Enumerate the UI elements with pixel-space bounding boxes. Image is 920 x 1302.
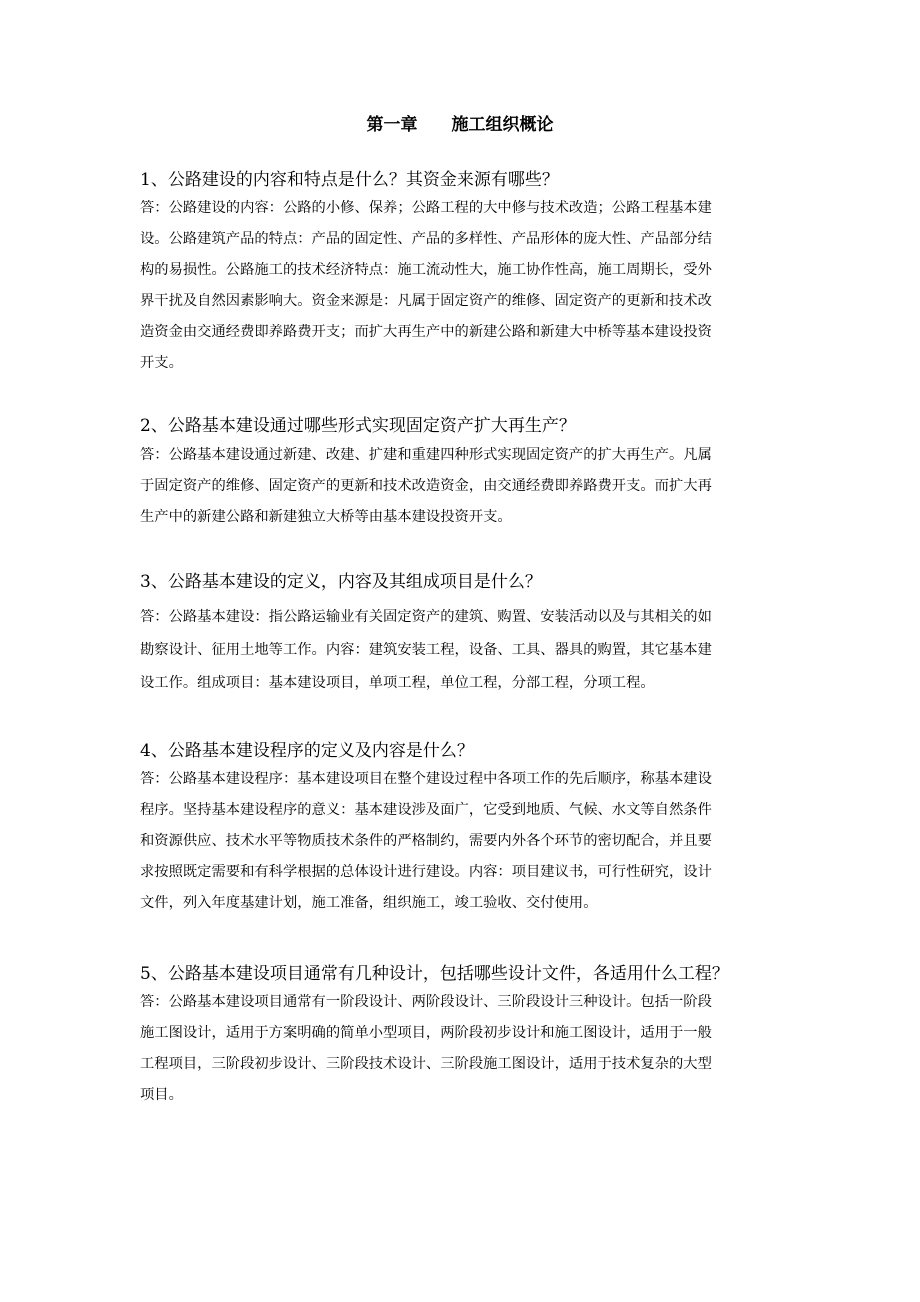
answer-1	[140, 193, 782, 379]
answer-line: 答：公路基本建设程序：基本建设项目在整个建设过程中各项工作的先后顺序，称基本建设	[140, 771, 712, 787]
answer-line: 文件，列入年度基建计划，施工准备，组织施工，竣工验收、交付使用。	[140, 895, 598, 911]
answer-line: 项目。	[140, 1087, 183, 1103]
answer-line: 施工图设计，适用于方案明确的简单小型项目，两阶段初步设计和施工图设计，适用于一般	[140, 1025, 712, 1041]
question-5: 5、公路基本建设项目通常有几种设计，包括哪些设计文件，各适用什么工程？	[140, 964, 729, 984]
answer-line: 求按照既定需要和有科学根据的总体设计进行建设。内容：项目建议书，可行性研究，设计	[140, 864, 712, 880]
question-3: 3、公路基本建设的定义，内容及其组成项目是什么？	[140, 572, 542, 592]
answer-line: 生产中的新建公路和新建独立大桥等由基本建设投资开支。	[140, 509, 512, 525]
answer-line: 构的易损性。公路施工的技术经济特点：施工流动性大，施工协作性高，施工周期长，受外	[140, 262, 712, 278]
answer-line: 答：公路建设的内容：公路的小修、保养；公路工程的大中修与技术改造；公路工程基本建	[140, 200, 712, 216]
answer-line: 设。公路建筑产品的特点：产品的固定性、产品的多样性、产品形体的庞大性、产品部分结	[140, 231, 712, 247]
answer-line: 于固定资产的维修、固定资产的更新和技术改造资金，由交通经费即养路费开支。而扩大再	[140, 478, 712, 494]
answer-line: 和资源供应、技术水平等物质技术条件的严格制约，需要内外各个环节的密切配合，并且要	[140, 833, 712, 849]
answer-line: 设工作。组成项目：基本建设项目，单项工程，单位工程，分部工程，分项工程。	[140, 675, 655, 691]
answer-4	[140, 764, 782, 919]
answer-line: 开支。	[140, 355, 183, 371]
question-2: 2、公路基本建设通过哪些形式实现固定资产扩大再生产？	[140, 416, 576, 436]
answer-line: 程序。坚持基本建设程序的意义：基本建设涉及面广，它受到地质、气候、水文等自然条件	[140, 802, 712, 818]
answer-line: 工程项目，三阶段初步设计、三阶段技术设计、三阶段施工图设计，适用于技术复杂的大型	[140, 1056, 712, 1072]
answer-line: 造资金由交通经费即养路费开支；而扩大再生产中的新建公路和新建大中桥等基本建设投资	[140, 324, 712, 340]
answer-3	[140, 601, 782, 700]
answer-line: 答：公路基本建设项目通常有一阶段设计、两阶段设计、三阶段设计三种设计。包括一阶段	[140, 994, 712, 1010]
answer-line: 答：公路基本建设通过新建、改建、扩建和重建四种形式实现固定资产的扩大再生产。凡属	[140, 447, 712, 463]
question-1: 1、公路建设的内容和特点是什么？其资金来源有哪些？	[140, 170, 559, 190]
chapter-title: 第一章 施工组织概论	[366, 115, 554, 135]
answer-line: 界干扰及自然因素影响大。资金来源是：凡属于固定资产的维修、固定资产的更新和技术改	[140, 293, 712, 309]
answer-line: 勘察设计、征用土地等工作。内容：建筑安装工程，设备、工具、器具的购置，其它基本建	[140, 642, 712, 658]
answer-5	[140, 987, 782, 1111]
answer-2	[140, 440, 782, 533]
answer-line: 答：公路基本建设：指公路运输业有关固定资产的建筑、购置、安装活动以及与其相关的如	[140, 609, 712, 625]
question-4: 4、公路基本建设程序的定义及内容是什么？	[140, 741, 474, 761]
